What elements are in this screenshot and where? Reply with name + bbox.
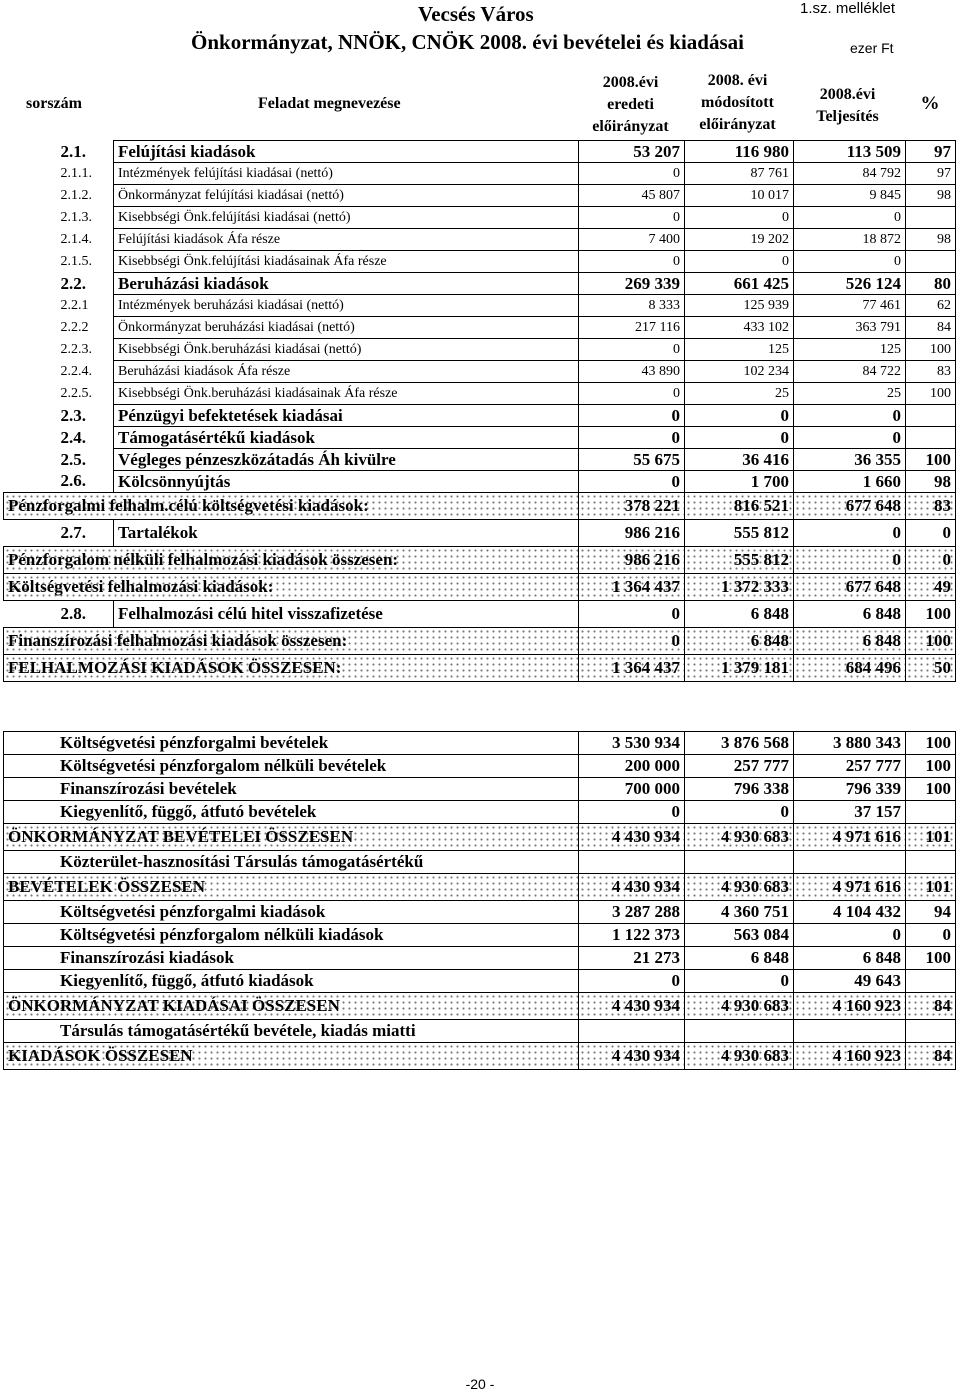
value-teljesites: 25 xyxy=(794,383,906,405)
table-row xyxy=(4,273,956,295)
table-row xyxy=(4,383,956,405)
row-name: Önkormányzat felújítási kiadásai (nettó) xyxy=(114,185,579,207)
table-row xyxy=(4,655,956,682)
value-modositott: 0 xyxy=(685,251,794,273)
summary-name: BEVÉTELEK ÖSSZESEN xyxy=(4,874,579,901)
summary-modositott: 0 xyxy=(685,801,794,824)
value-modositott: 10 017 xyxy=(685,185,794,207)
row-number: 2.6. xyxy=(60,471,86,491)
value-eredeti: 1 364 437 xyxy=(579,655,685,682)
summary-eredeti: 4 430 934 xyxy=(579,1043,685,1070)
table-row xyxy=(4,295,956,317)
row-name: Támogatásértékű kiadások xyxy=(114,427,579,449)
row-number: 2.8. xyxy=(60,604,86,623)
header-sorszam: sorszám xyxy=(26,95,82,112)
summary-modositott: 4 930 683 xyxy=(685,993,794,1020)
value-modositott: 6 848 xyxy=(685,601,794,628)
row-name: Kisebbségi Önk.beruházási kiadásainak Áfa része xyxy=(114,383,579,405)
summary-modositott: 0 xyxy=(685,970,794,993)
row-name: Kölcsönnyújtás xyxy=(114,471,579,493)
summary-percent: 0 xyxy=(906,924,956,947)
annex-label: 1.sz. melléklet xyxy=(800,0,896,17)
value-modositott: 19 202 xyxy=(685,229,794,251)
value-eredeti: 55 675 xyxy=(579,449,685,471)
value-percent: 97 xyxy=(906,163,956,185)
summary-eredeti: 200 000 xyxy=(579,755,685,778)
summary-teljesites xyxy=(794,851,906,874)
row-name: Intézmények felújítási kiadásai (nettó) xyxy=(114,163,579,185)
summary-eredeti: 1 122 373 xyxy=(579,924,685,947)
currency-unit: ezer Ft xyxy=(850,40,894,56)
value-percent: 49 xyxy=(906,574,956,601)
table-row xyxy=(4,317,956,339)
summary-teljesites: 0 xyxy=(794,924,906,947)
value-modositott: 102 234 xyxy=(685,361,794,383)
summary-eredeti: 0 xyxy=(579,801,685,824)
summary-row xyxy=(4,801,956,824)
value-eredeti: 43 890 xyxy=(579,361,685,383)
value-modositott: 555 812 xyxy=(685,520,794,547)
expenditure-table xyxy=(3,140,956,682)
value-teljesites: 77 461 xyxy=(794,295,906,317)
value-teljesites: 0 xyxy=(794,251,906,273)
summary-eredeti xyxy=(579,1020,685,1043)
value-eredeti: 0 xyxy=(579,601,685,628)
row-name: Beruházási kiadások xyxy=(114,273,579,295)
value-percent: 100 xyxy=(906,449,956,471)
value-eredeti: 0 xyxy=(579,405,685,427)
value-percent: 98 xyxy=(906,229,956,251)
value-teljesites: 9 845 xyxy=(794,185,906,207)
summary-name: Költségvetési pénzforgalom nélküli bevételek xyxy=(4,755,579,778)
table-row xyxy=(4,449,956,471)
summary-row xyxy=(4,970,956,993)
page-number: -20 - xyxy=(465,1376,495,1392)
table-row xyxy=(4,361,956,383)
value-teljesites: 0 xyxy=(794,427,906,449)
row-name: FELHALMOZÁSI KIADÁSOK ÖSSZESEN: xyxy=(4,655,579,682)
row-number: 2.1. xyxy=(60,141,86,161)
row-name: Finanszírozási felhalmozási kiadások összesen: xyxy=(4,628,579,655)
row-number: 2.2. xyxy=(60,273,86,293)
value-modositott: 816 521 xyxy=(685,493,794,520)
row-number: 2.3. xyxy=(60,405,86,425)
table-row xyxy=(4,493,956,520)
summary-row xyxy=(4,755,956,778)
summary-name: ÖNKORMÁNYZAT BEVÉTELEI ÖSSZESEN xyxy=(4,824,579,851)
value-modositott: 25 xyxy=(685,383,794,405)
value-eredeti: 986 216 xyxy=(579,520,685,547)
table-row xyxy=(4,251,956,273)
table-row xyxy=(4,229,956,251)
table-row xyxy=(4,427,956,449)
value-percent: 100 xyxy=(906,601,956,628)
value-percent: 97 xyxy=(906,141,956,163)
summary-modositott xyxy=(685,851,794,874)
header-eredeti: 2008.évi eredeti előirányzat xyxy=(592,74,669,135)
value-modositott: 1 372 333 xyxy=(685,574,794,601)
value-modositott: 87 761 xyxy=(685,163,794,185)
value-modositott: 116 980 xyxy=(685,141,794,163)
table-row xyxy=(4,185,956,207)
row-number: 2.4. xyxy=(60,427,86,447)
value-modositott: 0 xyxy=(685,405,794,427)
value-eredeti: 217 116 xyxy=(579,317,685,339)
value-teljesites: 6 848 xyxy=(794,601,906,628)
summary-percent xyxy=(906,801,956,824)
value-teljesites: 84 792 xyxy=(794,163,906,185)
row-name: Tartalékok xyxy=(114,520,579,547)
row-name: Beruházási kiadások Áfa része xyxy=(114,361,579,383)
summary-teljesites: 37 157 xyxy=(794,801,906,824)
summary-row xyxy=(4,924,956,947)
summary-modositott xyxy=(685,1020,794,1043)
summary-modositott: 796 338 xyxy=(685,778,794,801)
row-number: 2.2.4. xyxy=(60,363,92,379)
value-percent: 83 xyxy=(906,493,956,520)
summary-percent xyxy=(906,970,956,993)
row-number: 2.1.4. xyxy=(60,231,92,247)
summary-modositott: 4 360 751 xyxy=(685,901,794,924)
summary-percent: 84 xyxy=(906,993,956,1020)
value-modositott: 555 812 xyxy=(685,547,794,574)
row-name: Felújítási kiadások Áfa része xyxy=(114,229,579,251)
summary-row xyxy=(4,732,956,755)
summary-teljesites xyxy=(794,1020,906,1043)
value-teljesites: 0 xyxy=(794,207,906,229)
value-eredeti: 0 xyxy=(579,207,685,229)
summary-teljesites: 4 104 432 xyxy=(794,901,906,924)
summary-eredeti: 4 430 934 xyxy=(579,993,685,1020)
value-eredeti: 269 339 xyxy=(579,273,685,295)
summary-row xyxy=(4,901,956,924)
table-row xyxy=(4,547,956,574)
summary-name: Finanszírozási bevételek xyxy=(4,778,579,801)
value-teljesites: 677 648 xyxy=(794,574,906,601)
value-teljesites: 363 791 xyxy=(794,317,906,339)
summary-name: Költségvetési pénzforgalmi bevételek xyxy=(4,732,579,755)
row-number: 2.2.1 xyxy=(60,297,89,313)
summary-row xyxy=(4,778,956,801)
table-row xyxy=(4,574,956,601)
value-modositott: 0 xyxy=(685,427,794,449)
row-name: Kisebbségi Önk.beruházási kiadásai (nettó) xyxy=(114,339,579,361)
value-modositott: 36 416 xyxy=(685,449,794,471)
summary-teljesites: 4 971 616 xyxy=(794,874,906,901)
value-percent xyxy=(906,427,956,449)
row-name: Költségvetési felhalmozási kiadások: xyxy=(4,574,579,601)
summary-row xyxy=(4,947,956,970)
summary-eredeti: 21 273 xyxy=(579,947,685,970)
value-teljesites: 84 722 xyxy=(794,361,906,383)
header-percent: % xyxy=(920,93,940,114)
summary-percent: 101 xyxy=(906,824,956,851)
summary-modositott: 257 777 xyxy=(685,755,794,778)
value-teljesites: 125 xyxy=(794,339,906,361)
value-percent xyxy=(906,405,956,427)
row-number: 2.1.2. xyxy=(60,187,92,203)
summary-modositott: 4 930 683 xyxy=(685,874,794,901)
value-percent: 100 xyxy=(906,628,956,655)
table-row xyxy=(4,628,956,655)
summary-percent: 101 xyxy=(906,874,956,901)
table-row xyxy=(4,163,956,185)
value-eredeti: 0 xyxy=(579,251,685,273)
value-percent: 84 xyxy=(906,317,956,339)
summary-row xyxy=(4,1020,956,1043)
document-title-line2: Önkormányzat, NNÖK, CNÖK 2008. évi bevételei és kiadásai xyxy=(191,30,744,54)
row-name: Felújítási kiadások xyxy=(114,141,579,163)
value-eredeti: 45 807 xyxy=(579,185,685,207)
value-eredeti: 0 xyxy=(579,471,685,493)
summary-table xyxy=(3,731,956,1070)
header-teljesites: 2008.évi Teljesítés xyxy=(816,86,879,125)
summary-eredeti: 4 430 934 xyxy=(579,824,685,851)
value-modositott: 125 939 xyxy=(685,295,794,317)
summary-name: KIADÁSOK ÖSSZESEN xyxy=(4,1043,579,1070)
summary-name: Költségvetési pénzforgalom nélküli kiadások xyxy=(4,924,579,947)
value-eredeti: 0 xyxy=(579,628,685,655)
row-number: 2.5. xyxy=(60,449,86,469)
table-row xyxy=(4,207,956,229)
summary-teljesites: 257 777 xyxy=(794,755,906,778)
value-percent: 62 xyxy=(906,295,956,317)
value-eredeti: 0 xyxy=(579,383,685,405)
summary-eredeti: 700 000 xyxy=(579,778,685,801)
value-percent xyxy=(906,251,956,273)
value-teljesites: 18 872 xyxy=(794,229,906,251)
table-row xyxy=(4,405,956,427)
header-modositott: 2008. évi módosított előirányzat xyxy=(699,72,776,133)
document-title-line1: Vecsés Város xyxy=(418,2,534,26)
summary-eredeti: 3 287 288 xyxy=(579,901,685,924)
value-teljesites: 0 xyxy=(794,520,906,547)
summary-teljesites: 796 339 xyxy=(794,778,906,801)
summary-name: Kiegyenlítő, függő, átfutó bevételek xyxy=(4,801,579,824)
summary-name: Finanszírozási kiadások xyxy=(4,947,579,970)
value-percent: 98 xyxy=(906,185,956,207)
table-row xyxy=(4,601,956,628)
row-number: 2.2.3. xyxy=(60,341,92,357)
summary-teljesites: 4 160 923 xyxy=(794,993,906,1020)
value-percent: 50 xyxy=(906,655,956,682)
header-feladat: Feladat megnevezése xyxy=(258,95,401,112)
summary-teljesites: 4 160 923 xyxy=(794,1043,906,1070)
summary-percent: 100 xyxy=(906,732,956,755)
value-percent: 0 xyxy=(906,547,956,574)
summary-row xyxy=(4,874,956,901)
value-eredeti: 378 221 xyxy=(579,493,685,520)
row-name: Pénzügyi befektetések kiadásai xyxy=(114,405,579,427)
summary-percent: 100 xyxy=(906,778,956,801)
value-percent: 0 xyxy=(906,520,956,547)
value-percent: 83 xyxy=(906,361,956,383)
summary-teljesites: 4 971 616 xyxy=(794,824,906,851)
value-eredeti: 0 xyxy=(579,339,685,361)
table-row xyxy=(4,339,956,361)
summary-teljesites: 3 880 343 xyxy=(794,732,906,755)
value-modositott: 433 102 xyxy=(685,317,794,339)
summary-name: Társulás támogatásértékű bevétele, kiadás miatti xyxy=(4,1020,579,1043)
summary-eredeti xyxy=(579,851,685,874)
summary-percent xyxy=(906,1020,956,1043)
summary-name: Költségvetési pénzforgalmi kiadások xyxy=(4,901,579,924)
summary-eredeti: 4 430 934 xyxy=(579,874,685,901)
summary-teljesites: 49 643 xyxy=(794,970,906,993)
row-name: Kisebbségi Önk.felújítási kiadásainak Áfa része xyxy=(114,251,579,273)
summary-percent: 94 xyxy=(906,901,956,924)
value-eredeti: 986 216 xyxy=(579,547,685,574)
summary-modositott: 4 930 683 xyxy=(685,824,794,851)
value-teljesites: 6 848 xyxy=(794,628,906,655)
value-teljesites: 113 509 xyxy=(794,141,906,163)
summary-teljesites: 6 848 xyxy=(794,947,906,970)
summary-eredeti: 0 xyxy=(579,970,685,993)
row-name: Felhalmozási célú hitel visszafizetése xyxy=(114,601,579,628)
summary-percent: 100 xyxy=(906,947,956,970)
summary-modositott: 4 930 683 xyxy=(685,1043,794,1070)
table-row xyxy=(4,141,956,163)
value-eredeti: 0 xyxy=(579,163,685,185)
summary-modositott: 6 848 xyxy=(685,947,794,970)
summary-name: ÖNKORMÁNYZAT KIADÁSAI ÖSSZESEN xyxy=(4,993,579,1020)
summary-name: Kiegyenlítő, függő, átfutó kiadások xyxy=(4,970,579,993)
value-teljesites: 0 xyxy=(794,547,906,574)
value-teljesites: 677 648 xyxy=(794,493,906,520)
value-teljesites: 0 xyxy=(794,405,906,427)
value-modositott: 6 848 xyxy=(685,628,794,655)
value-eredeti: 8 333 xyxy=(579,295,685,317)
summary-percent xyxy=(906,851,956,874)
value-percent: 100 xyxy=(906,383,956,405)
value-modositott: 661 425 xyxy=(685,273,794,295)
row-name: Önkormányzat beruházási kiadásai (nettó) xyxy=(114,317,579,339)
summary-row xyxy=(4,851,956,874)
summary-row xyxy=(4,993,956,1020)
row-name: Kisebbségi Önk.felújítási kiadásai (nettó) xyxy=(114,207,579,229)
row-number: 2.2.5. xyxy=(60,385,92,401)
row-name: Pénzforgalmi felhalm.célú költségvetési kiadások: xyxy=(4,493,579,520)
summary-modositott: 563 084 xyxy=(685,924,794,947)
value-percent: 80 xyxy=(906,273,956,295)
row-name: Végleges pénzeszközátadás Áh kivülre xyxy=(114,449,579,471)
value-teljesites: 526 124 xyxy=(794,273,906,295)
summary-row xyxy=(4,824,956,851)
value-teljesites: 36 355 xyxy=(794,449,906,471)
value-eredeti: 1 364 437 xyxy=(579,574,685,601)
value-percent: 100 xyxy=(906,339,956,361)
summary-modositott: 3 876 568 xyxy=(685,732,794,755)
value-percent: 98 xyxy=(906,471,956,493)
row-number: 2.1.3. xyxy=(60,209,92,225)
value-teljesites: 684 496 xyxy=(794,655,906,682)
value-modositott: 1 379 181 xyxy=(685,655,794,682)
row-number: 2.2.2 xyxy=(60,319,89,335)
row-number: 2.1.5. xyxy=(60,253,92,269)
row-number: 2.1.1. xyxy=(60,165,92,181)
summary-eredeti: 3 530 934 xyxy=(579,732,685,755)
value-teljesites: 1 660 xyxy=(794,471,906,493)
table-row xyxy=(4,471,956,493)
row-name: Intézmények beruházási kiadásai (nettó) xyxy=(114,295,579,317)
row-name: Pénzforgalom nélküli felhalmozási kiadások összesen: xyxy=(4,547,579,574)
summary-percent: 84 xyxy=(906,1043,956,1070)
row-number: 2.7. xyxy=(60,523,86,542)
value-modositott: 1 700 xyxy=(685,471,794,493)
summary-row xyxy=(4,1043,956,1070)
table-row xyxy=(4,520,956,547)
value-modositott: 125 xyxy=(685,339,794,361)
value-eredeti: 53 207 xyxy=(579,141,685,163)
summary-percent: 100 xyxy=(906,755,956,778)
value-eredeti: 7 400 xyxy=(579,229,685,251)
value-modositott: 0 xyxy=(685,207,794,229)
summary-name: Közterület-hasznosítási Társulás támogatásértékű xyxy=(4,851,579,874)
value-percent xyxy=(906,207,956,229)
value-eredeti: 0 xyxy=(579,427,685,449)
